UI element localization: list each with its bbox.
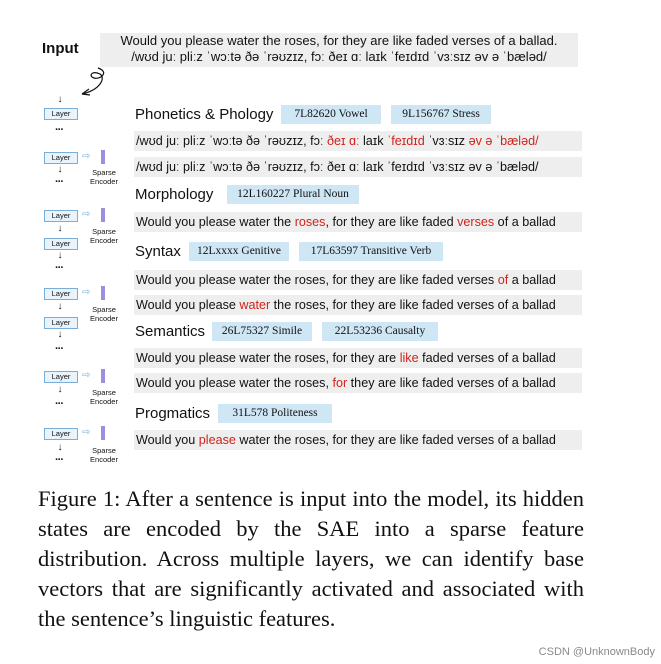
right-arrow-icon: ⇨	[82, 151, 91, 162]
feature-badge: 17L63597 Transitive Verb	[299, 242, 443, 261]
highlighted-token: əv ə	[468, 134, 493, 148]
down-arrow-icon: ↓	[57, 442, 63, 453]
layer-box: Layer	[44, 108, 78, 120]
down-arrow-icon: ↓	[57, 329, 63, 340]
encoder-label: Sparse Encoder	[90, 305, 118, 323]
encoder-label: Sparse Encoder	[90, 168, 118, 186]
ellipsis-icon: ···	[55, 454, 63, 466]
sentence-text: Would you please water the roses,	[136, 376, 333, 390]
sentence-text: /wʊd juː pliːz ˈwɔːtə ðə ˈrəʊzɪz, fɔː	[136, 134, 327, 148]
section-title-semantics: Semantics	[135, 323, 206, 340]
right-arrow-icon: ⇨	[82, 209, 91, 220]
ellipsis-icon: ···	[55, 124, 63, 136]
section-title-syntax: Syntax	[135, 243, 181, 260]
sentence-text: Would you please water the roses, for they are like faded verses	[136, 273, 498, 287]
feature-badge: 9L156767 Stress	[391, 105, 491, 124]
sentence-row	[134, 295, 582, 315]
sentence-text: , for they are like faded	[325, 215, 458, 229]
layer-box: Layer	[44, 152, 78, 164]
sparse-encoder-icon	[101, 150, 105, 164]
ellipsis-icon: ···	[55, 262, 63, 274]
layer-box: Layer	[44, 371, 78, 383]
feature-badge: 12Lxxxx Genitive	[189, 242, 289, 261]
sentence-text: laɪk	[359, 134, 388, 148]
sentence-row	[134, 270, 582, 290]
sentence-row	[134, 348, 582, 368]
highlighted-token: like	[399, 351, 419, 365]
sentence-text: Would you please water the roses, for they are	[136, 351, 400, 365]
sentence-text: Would you please	[136, 298, 240, 312]
input-box	[100, 33, 578, 67]
input-sentence: Would you please water the roses, for they are like faded verses of a ballad.	[120, 33, 558, 48]
feature-badge: 26L75327 Simile	[212, 322, 312, 341]
layer-box: Layer	[44, 210, 78, 222]
curved-arrow-icon	[70, 66, 120, 102]
layer-box: Layer	[44, 288, 78, 300]
sentence-text: they are like faded verses of a ballad	[347, 376, 556, 390]
down-arrow-icon: ↓	[57, 164, 63, 175]
sentence-row	[134, 157, 582, 177]
input-label: Input	[42, 40, 79, 57]
sparse-encoder-icon	[101, 426, 105, 440]
feature-badge: 12L160227 Plural Noun	[227, 185, 359, 204]
feature-badge: 31L578 Politeness	[218, 404, 332, 423]
figure-caption: Figure 1: After a sentence is input into the model, its hidden states are encoded by the SAE into a sparse feature distribution. Across multiple layers, we can identify base vectors that are significantly activated and associated with the sentence’s linguistic features.	[38, 486, 584, 631]
sparse-encoder-icon	[101, 369, 105, 383]
sentence-text: water the roses, for they are like faded verses of a ballad	[235, 433, 556, 447]
down-arrow-icon: ↓	[57, 250, 63, 261]
feature-badge: 22L53236 Causalty	[322, 322, 438, 341]
feature-badge: 7L82620 Vowel	[281, 105, 381, 124]
encoder-label: Sparse Encoder	[90, 227, 118, 245]
highlighted-token: ˈfeɪdɪd	[387, 134, 425, 148]
sentence-text: /wʊd juː pliːz ˈwɔːtə ðə ˈrəʊzɪz, fɔː ðeɪ ɑː laɪk ˈfeɪdɪd ˈvɜːsɪz əv ə ˈbæləd/	[136, 160, 539, 174]
ellipsis-icon: ···	[55, 176, 63, 188]
sentence-text: Would you	[136, 433, 199, 447]
sentence-text: Would you please water the	[136, 215, 295, 229]
section-title-morphology: Morphology	[135, 186, 214, 203]
sentence-text: ˈvɜːsɪz	[424, 134, 469, 148]
down-arrow-icon: ↓	[57, 301, 63, 312]
sentence-row	[134, 373, 582, 393]
sparse-encoder-icon	[101, 208, 105, 222]
highlighted-token: ˈbæləd/	[495, 134, 539, 148]
sentence-row	[134, 430, 582, 450]
right-arrow-icon: ⇨	[82, 427, 91, 438]
down-arrow-icon: ↓	[57, 223, 63, 234]
sparse-encoder-icon	[101, 286, 105, 300]
sentence-text: of a ballad	[494, 215, 556, 229]
layer-box: Layer	[44, 317, 78, 329]
layer-box: Layer	[44, 238, 78, 250]
highlighted-token: ðeɪ ɑː	[326, 134, 360, 148]
right-arrow-icon: ⇨	[82, 370, 91, 381]
ellipsis-icon: ···	[55, 398, 63, 410]
right-arrow-icon: ⇨	[82, 287, 91, 298]
encoder-label: Sparse Encoder	[90, 388, 118, 406]
down-arrow-icon: ↓	[57, 94, 63, 105]
layer-box: Layer	[44, 428, 78, 440]
highlighted-token: for	[332, 376, 348, 390]
sentence-text: a ballad	[508, 273, 556, 287]
ellipsis-icon: ···	[55, 343, 63, 355]
watermark: CSDN @UnknownBody	[538, 646, 655, 658]
highlighted-token: roses	[294, 215, 326, 229]
input-ipa: /wʊd juː pliːz ˈwɔːtə ðə ˈrəʊzɪz, fɔː ðeɪ ɑː laɪk ˈfeɪdɪd ˈvɜːsɪz əv ə ˈbæləd/	[131, 49, 547, 64]
highlighted-token: verses	[457, 215, 495, 229]
highlighted-token: please	[198, 433, 236, 447]
sentence-row	[134, 131, 582, 151]
highlighted-token: water	[239, 298, 271, 312]
sentence-text: the roses, for they are like faded verses of a ballad	[270, 298, 556, 312]
encoder-label: Sparse Encoder	[90, 446, 118, 464]
highlighted-token: of	[497, 273, 509, 287]
section-title-pragmatics: Progmatics	[135, 405, 211, 422]
down-arrow-icon: ↓	[57, 384, 63, 395]
sentence-row	[134, 212, 582, 232]
sentence-text: faded verses of a ballad	[418, 351, 556, 365]
section-title-phonetics: Phonetics & Phology	[135, 106, 274, 123]
